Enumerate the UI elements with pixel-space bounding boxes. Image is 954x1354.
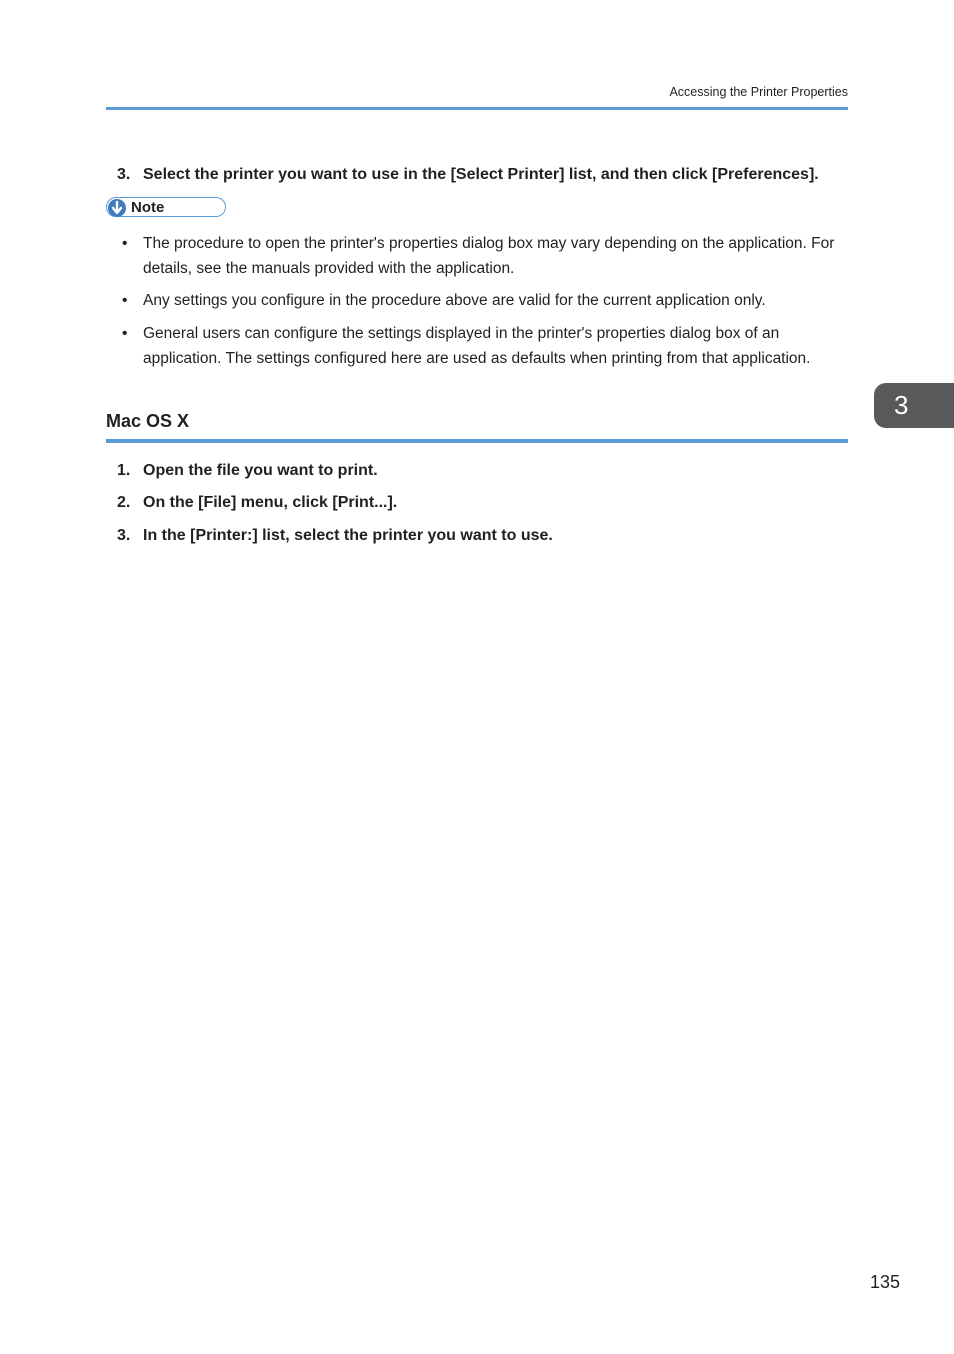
step-number: 1.	[117, 462, 131, 479]
step-item	[117, 461, 378, 481]
bullet-dot: •	[122, 292, 128, 309]
section-heading: Mac OS X	[106, 411, 190, 431]
header-rule	[106, 107, 848, 110]
note-text: The procedure to open the printer's properties dialog box may vary depending on the application. For details, see the manuals provided with the application.	[143, 235, 835, 277]
note-text: Any settings you configure in the procedure above are valid for the current application only.	[143, 292, 766, 309]
down-arrow-icon	[108, 199, 126, 217]
step-item	[117, 526, 553, 546]
section-rule	[106, 439, 848, 443]
note-label: Note	[131, 199, 165, 216]
note-bullet-item	[122, 288, 848, 313]
step-item	[117, 165, 819, 185]
step-number: 2.	[117, 494, 131, 511]
note-bullet-item	[122, 321, 848, 371]
note-badge	[106, 197, 226, 217]
step-text: Select the printer you want to use in the [Select Printer] list, and then click [Preferences].	[143, 166, 819, 183]
running-header: Accessing the Printer Properties	[669, 85, 848, 99]
step-number: 3.	[117, 527, 131, 544]
chapter-tab	[874, 383, 954, 428]
step-number: 3.	[117, 166, 131, 183]
step-item	[117, 493, 397, 513]
bullet-dot: •	[122, 325, 128, 342]
page-number: 135	[869, 1272, 900, 1292]
bullet-dot: •	[122, 235, 128, 252]
note-text: General users can configure the settings displayed in the printer's properties dialog box of an application. The settings configured here are used as defaults when printing from that application.	[143, 325, 811, 367]
step-text: Open the file you want to print.	[143, 462, 378, 479]
step-text: On the [File] menu, click [Print...].	[143, 494, 398, 511]
chapter-number: 3	[894, 390, 909, 420]
note-bullet-item	[122, 231, 848, 281]
step-text: In the [Printer:] list, select the printer you want to use.	[143, 527, 553, 544]
